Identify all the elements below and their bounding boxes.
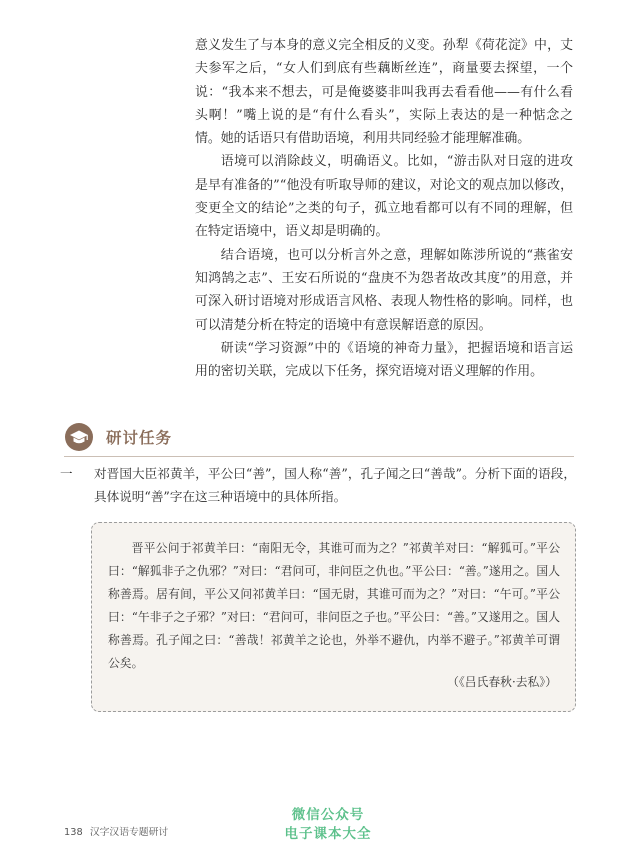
watermark-line-1: 微信公众号 bbox=[291, 807, 365, 823]
task-number: 一 bbox=[60, 466, 73, 481]
watermark-line-2: 电子课本大全 bbox=[284, 826, 372, 842]
quote-text: 晋平公问于祁黄羊曰：“南阳无令，其谁可而为之？”祁黄羊对曰：“解狐可。”平公曰：“解狐非子之仇邪？”对曰：“君问可，非问臣之仇也。”平公曰：“善。”遂用之。国人称善焉。居有间，平公又问祁黄羊曰：“国无尉，其谁可而为之？”对曰：“午可。”平公曰：“午非子之子邪？”对曰：“君问可，非问臣之子也。”平公曰：“善。”又遂用之。国人称善焉。孔子闻之曰：“善哉！祁黄羊之论也，外举不避仇，内举不避子。”祁黄羊可谓公矣。 bbox=[108, 541, 560, 670]
page-footer bbox=[64, 824, 168, 838]
intro-text bbox=[195, 34, 573, 383]
graduation-cap-icon bbox=[64, 422, 94, 452]
intro-paragraph-4: 研读“学习资源”中的《语境的神奇力量》，把握语境和语言运用的密切关联，完成以下任务，探究语境对语义理解的作用。 bbox=[195, 340, 573, 380]
quote-box bbox=[91, 522, 576, 712]
intro-paragraph-1: 意义发生了与本身的意义完全相反的义变。孙犁《荷花淀》中，丈夫参军之后，“女人们到底有些藕断丝连”，商量要去探望，一个说：“我本来不想去，可是俺婆婆非叫我再去看看他——有什么看头啊！”嘴上说的是“有什么看头”，实际上表达的是一种惦念之情。她的话语只有借助语境，利用共同经验才能理解准确。 bbox=[195, 38, 573, 147]
page-number: 138 bbox=[64, 827, 83, 838]
intro-paragraph-3: 结合语境，也可以分析言外之意，理解如陈涉所说的“燕雀安知鸿鹄之志”、王安石所说的“盘庚不为怨者故改其度”的用意，并可深入研讨语境对形成语言风格、表现人物性格的影响。同样，也可以清楚分析在特定的语境中有意误解语意的原因。 bbox=[195, 247, 573, 333]
section-divider bbox=[64, 456, 574, 457]
book-title: 汉字汉语专题研讨 bbox=[89, 827, 169, 838]
intro-paragraph-2: 语境可以消除歧义，明确语义。比如，“游击队对日寇的进攻是早有准备的”“他没有听取导师的建议，对论文的观点加以修改，变更全文的结论”之类的句子，孤立地看都可以有不同的理解，但在特定语境中，语义却是明确的。 bbox=[195, 154, 573, 240]
section-title: 研讨任务 bbox=[106, 429, 173, 447]
task-item bbox=[60, 462, 576, 508]
quote-source: （《吕氏春秋·去私》） bbox=[447, 675, 557, 689]
task-text: 对晋国大臣祁黄羊，平公曰“善”，国人称“善”，孔子闻之曰“善哉”。分析下面的语段，具体说明“善”字在这三种语境中的具体所指。 bbox=[94, 466, 576, 504]
watermark bbox=[258, 806, 398, 844]
section-header bbox=[64, 420, 172, 454]
